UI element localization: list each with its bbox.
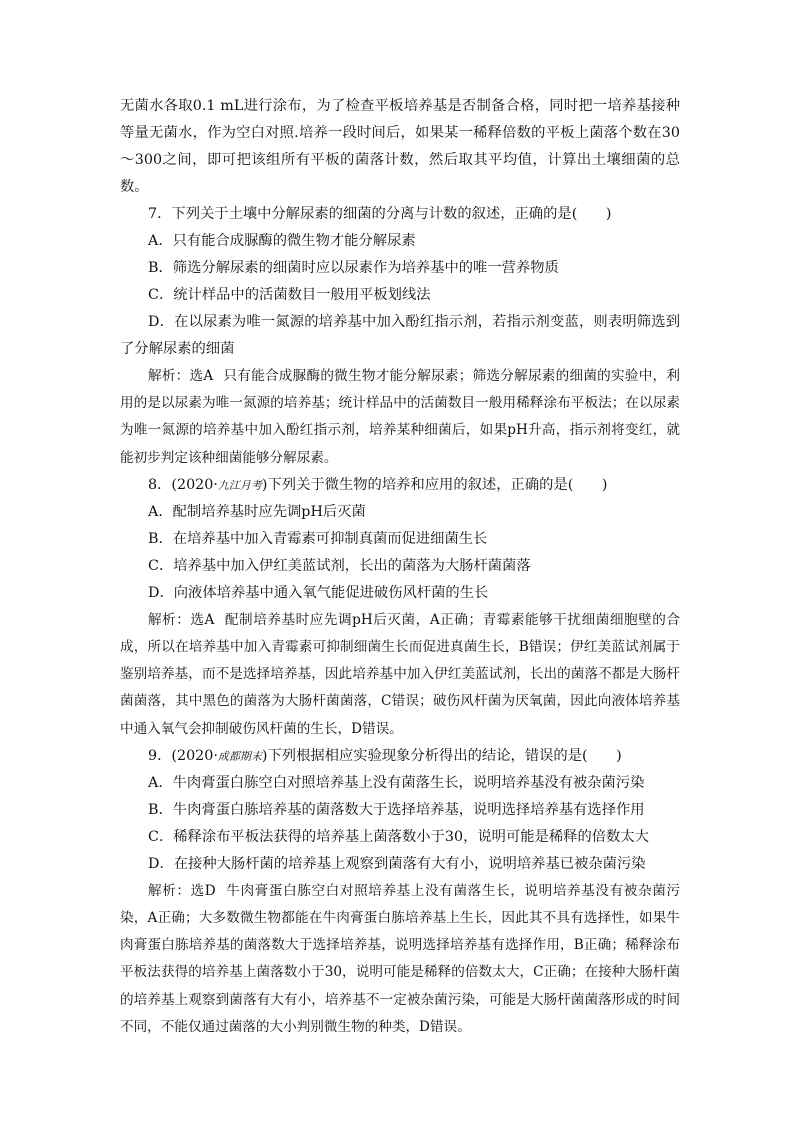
question-9-stem [120,743,680,770]
question-9-analysis-text: 牛肉膏蛋白胨空白对照培养基上没有菌落生长，说明培养基没有被杂菌污染，A正确；大多数微生物都能在牛肉膏蛋白胨培养基上生长，因此其不具有选择性，如果牛肉膏蛋白胨培养基的菌落数大于选择培养基，说明选择培养基有选择作用，B正确；稀释涂布平板法获得的培养基上菌落数小于30，说明可能是稀释的倍数太大，C正确；在接种大肠杆菌的培养基上观察到菌落有大有小，培养基不一定被杂菌污染，可能是大肠杆菌菌落形成的时间不同，不能仅通过菌落的大小判别微生物的种类，D错误。 [120,882,680,1035]
question-9-stem-text: )下列根据相应实验现象分析得出的结论，错误的是( ) [261,747,622,764]
question-9-source: 成都期末 [217,749,262,763]
question-8-analysis-text: 配制培养基时应先调pH后灭菌，A正确；青霉素能够干扰细菌细胞壁的合成，所以在培养基中加入青霉素可抑制细菌生长而促进真菌生长，B错误；伊红美蓝试剂属于鉴别培养基，而不是选择培养基，因此培养基中加入伊红美蓝试剂，长出的菌落不都是大肠杆菌菌落，其中黑色的菌落为大肠杆菌菌落，C错误；破伤风杆菌为厌氧菌，因此向液体培养基中通入氧气会抑制破伤风杆菌的生长，D错误。 [120,611,680,737]
question-8-option-c: C．培养基中加入伊红美蓝试剂，长出的菌落为大肠杆菌菌落 [148,557,531,574]
question-9-answer: 解析：选D [148,882,216,899]
question-7-option-b: B．筛选分解尿素的细菌时应以尿素作为培养基中的唯一营养物质 [148,260,559,276]
question-7-analysis-text: 只有能合成脲酶的微生物才能分解尿素；筛选分解尿素的细菌的实验中，利用的是以尿素为唯一氮源的培养基；统计样品中的活菌数目一般用稀释涂布平板法；在以尿素为唯一氮源的培养基中加入酚红指示剂，培养某种细菌后，如果pH升高，指示剂将变红，就能初步判定该种细菌能够分解尿素。 [120,368,680,466]
question-8-option-a: A．配制培养基时应先调pH后灭菌 [148,503,366,520]
question-7-stem: 7．下列关于土壤中分解尿素的细菌的分离与计数的叙述，正确的是( ) [148,206,612,222]
question-9-option-b: B．牛肉膏蛋白胨培养基的菌落数大于选择培养基，说明选择培养基有选择作用 [148,801,645,818]
question-9-option-a: A．牛肉膏蛋白胨空白对照培养基上没有菌落生长，说明培养基没有被杂菌污染 [148,774,645,791]
question-7-option-c: C．统计样品中的活菌数目一般用平板划线法 [148,287,431,303]
question-8-option-b: B．在培养基中加入青霉素可抑制真菌而促进细菌生长 [148,530,488,547]
question-7-answer: 解析：选A [148,368,214,384]
question-8-analysis [120,607,680,743]
intro-paragraph: 无菌水各取0.1 mL进行涂布，为了检查平板培养基是否制备合格，同时把一培养基接种等量无菌水，作为空白对照.培养一段时间后，如果某一稀释倍数的平板上菌落个数在30～300之间，即可把该组所有平板的菌落计数，然后取其平均值，计算出土壤细菌的总数。 [120,98,680,195]
question-7-analysis [120,363,680,472]
question-8-number: 8．(2020· [148,476,218,493]
question-9-option-c: C．稀释涂布平板法获得的培养基上菌落数小于30，说明可能是稀释的倍数太大 [148,828,649,845]
question-8-option-d: D．向液体培养基中通入氧气能促进破伤风杆菌的生长 [148,584,489,601]
question-8-source: 九江月考 [217,478,262,492]
question-9-analysis [120,878,680,1041]
question-8-stem [120,472,680,499]
question-8-stem-text: )下列关于微生物的培养和应用的叙述，正确的是( ) [261,476,608,493]
document-page [120,93,680,1041]
question-8-answer: 解析：选A [148,611,215,628]
question-9-option-d: D．在接种大肠杆菌的培养基上观察到菌落有大有小，说明培养基已被杂菌污染 [148,855,646,872]
question-7-option-d: D．在以尿素为唯一氮源的培养基中加入酚红指示剂，若指示剂变蓝，则表明筛选到了分解尿素的细菌 [120,314,680,357]
question-9-number: 9．(2020· [148,747,218,764]
question-7-option-a: A．只有能合成脲酶的微生物才能分解尿素 [148,233,416,249]
